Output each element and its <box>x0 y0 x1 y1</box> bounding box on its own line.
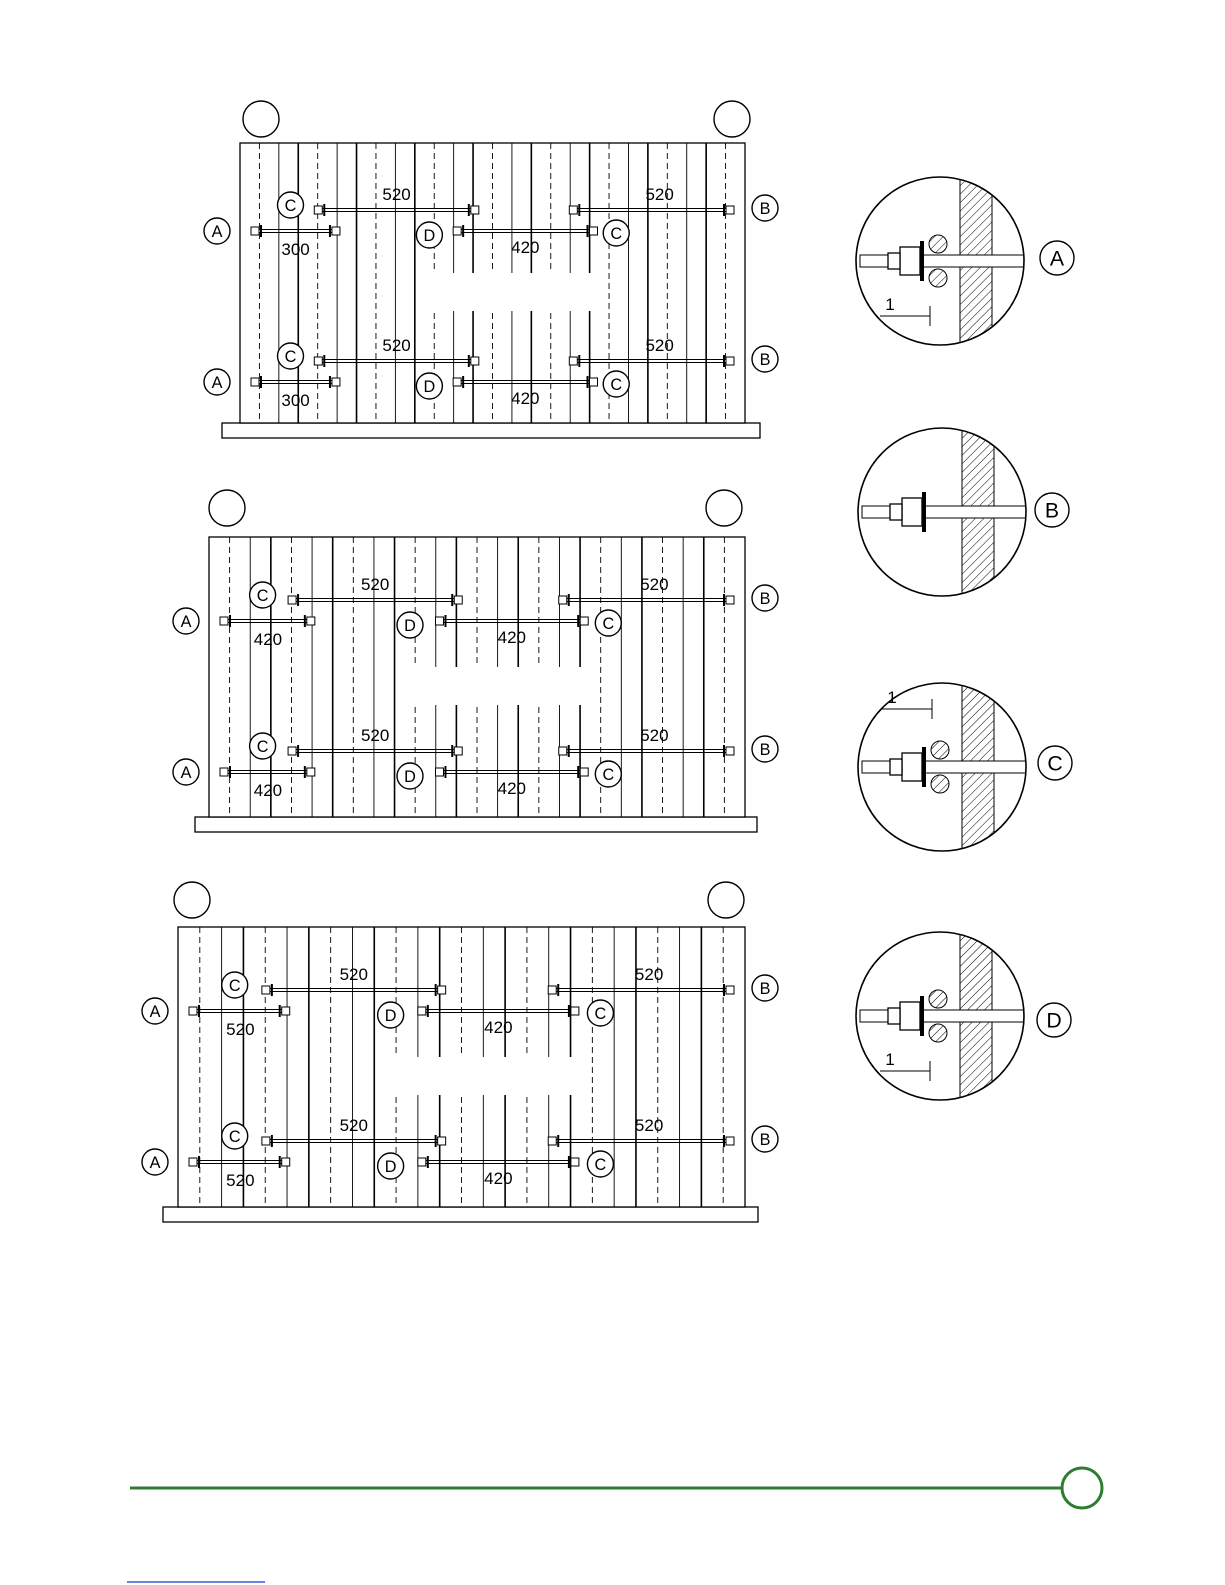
dimension-label: 520 <box>382 185 411 204</box>
rod-nut <box>332 227 340 235</box>
detail-callout-b-text: B <box>759 589 771 608</box>
detail-callout-a-text: A <box>149 1153 161 1172</box>
formwork-elevation-2 <box>173 490 778 832</box>
detail-callout-c-text: C <box>594 1155 607 1174</box>
detail-label <box>1040 241 1074 275</box>
detail-callout-a <box>204 369 230 395</box>
nut <box>902 753 922 781</box>
detail-callout-c-text: C <box>228 976 241 995</box>
reference-circle <box>714 101 750 137</box>
bolt-end <box>888 253 900 269</box>
detail-callout-d <box>416 373 442 399</box>
rod-nut <box>282 1007 290 1015</box>
detail-callout-c-text: C <box>256 737 269 756</box>
dimension-label: 520 <box>634 1116 664 1135</box>
detail-callout-d-text: D <box>404 767 416 786</box>
nut <box>900 1002 920 1030</box>
dimension-label: 300 <box>281 240 310 259</box>
rod-nut <box>726 1137 734 1145</box>
detail-callout-d <box>416 222 442 248</box>
detail-callout-b <box>752 1126 778 1152</box>
rod-nut <box>548 1137 556 1145</box>
bolt-end <box>890 504 902 520</box>
nut <box>902 498 922 526</box>
rod-nut <box>726 206 734 214</box>
dimension-label: 520 <box>645 336 674 355</box>
detail-callout-c <box>222 1123 248 1149</box>
rod-nut <box>220 768 228 776</box>
rod-nut <box>559 747 567 755</box>
rod-nut <box>590 378 598 386</box>
dimension-label: 520 <box>226 1171 255 1190</box>
detail-callout-c <box>603 220 629 246</box>
rod-nut <box>726 596 734 604</box>
rod-nut <box>580 768 588 776</box>
rod-nut <box>251 378 259 386</box>
rod-nut <box>282 1158 290 1166</box>
clamp-wire <box>929 990 947 1008</box>
gap-dimension: 1 <box>885 295 895 314</box>
rod-nut <box>569 357 577 365</box>
reference-circle <box>708 882 744 918</box>
detail-label-text: B <box>1044 498 1060 523</box>
clamp-wire <box>931 741 949 759</box>
detail-callout-a <box>173 759 199 785</box>
dimension-label: 520 <box>640 575 669 594</box>
detail-callout-c-text: C <box>602 765 615 784</box>
dimension-label: 520 <box>634 965 664 984</box>
reference-circle <box>174 882 210 918</box>
clamp-wire <box>929 235 947 253</box>
rod-nut <box>189 1158 197 1166</box>
base-slab <box>163 1207 758 1222</box>
rod-nut <box>454 596 462 604</box>
rod-nut <box>189 1007 197 1015</box>
detail-callout-c-text: C <box>284 196 297 215</box>
detail-callout-c <box>595 610 621 636</box>
detail-callout-d <box>397 763 423 789</box>
dimension-label: 420 <box>497 779 527 798</box>
detail-label-text: D <box>1046 1008 1062 1033</box>
gap-dimension: 1 <box>887 688 897 707</box>
nut <box>900 247 920 275</box>
detail-callout-c <box>222 972 248 998</box>
bolt-end <box>888 1008 900 1024</box>
rod-nut <box>571 1158 579 1166</box>
tie-rod-section <box>862 506 1032 518</box>
page-number-badge <box>1062 1468 1102 1508</box>
bolt-end <box>890 759 902 775</box>
detail-callout-a-text: A <box>149 1002 161 1021</box>
detail-label <box>1038 746 1072 780</box>
dimension-label: 420 <box>484 1018 513 1037</box>
dimension-label: 520 <box>226 1020 255 1039</box>
detail-callout-a <box>173 608 199 634</box>
detail-callout-d <box>378 1002 404 1028</box>
rod-nut <box>262 986 270 994</box>
rod-nut <box>418 1007 426 1015</box>
detail-callout-a-text: A <box>211 222 223 241</box>
detail-callout-c-text: C <box>594 1004 607 1023</box>
rod-nut <box>262 1137 270 1145</box>
detail-callout-a <box>142 1149 168 1175</box>
detail-callout-d-text: D <box>423 226 436 245</box>
rod-nut <box>559 596 567 604</box>
rod-nut <box>435 617 443 625</box>
rod-nut <box>726 357 734 365</box>
dimension-label: 420 <box>484 1169 513 1188</box>
dimension-label: 300 <box>281 391 310 410</box>
detail-callout-a-text: A <box>180 763 192 782</box>
detail-callout-b <box>752 585 778 611</box>
rod-nut <box>288 596 296 604</box>
detail-callout-c <box>595 761 621 787</box>
detail-callout-c-text: C <box>610 224 623 243</box>
rod-nut <box>471 206 479 214</box>
rod-nut <box>435 768 443 776</box>
dimension-label: 420 <box>253 781 283 800</box>
detail-callout-b-text: B <box>759 979 771 998</box>
dimension-label: 420 <box>511 389 540 408</box>
reference-circle <box>706 490 742 526</box>
rod-nut <box>454 747 462 755</box>
detail-d <box>856 926 1071 1106</box>
detail-b <box>858 422 1069 602</box>
detail-callout-b <box>752 736 778 762</box>
reference-circle <box>243 101 279 137</box>
rod-nut <box>332 378 340 386</box>
detail-callout-c <box>587 1151 613 1177</box>
opening <box>413 667 585 705</box>
tie-rod-section <box>860 255 1030 267</box>
detail-callout-b-text: B <box>759 740 771 759</box>
rod-nut <box>251 227 259 235</box>
detail-callout-c <box>250 582 276 608</box>
detail-callout-c-text: C <box>284 347 297 366</box>
dimension-label: 420 <box>253 630 283 649</box>
rod-nut <box>548 986 556 994</box>
detail-callout-d <box>397 612 423 638</box>
rod-nut <box>418 1158 426 1166</box>
formwork-elevation-3 <box>142 882 778 1222</box>
detail-callout-c <box>250 733 276 759</box>
detail-label <box>1035 493 1069 527</box>
detail-callout-c-text: C <box>256 586 269 605</box>
detail-callout-d <box>378 1153 404 1179</box>
detail-callout-c <box>278 192 304 218</box>
dimension-label: 420 <box>497 628 527 647</box>
rod-nut <box>438 986 446 994</box>
opening <box>432 273 594 311</box>
rod-nut <box>220 617 228 625</box>
rod-nut <box>307 768 315 776</box>
dimension-label: 520 <box>339 965 368 984</box>
rod-nut <box>726 747 734 755</box>
rod-nut <box>590 227 598 235</box>
detail-callout-a <box>142 998 168 1024</box>
rod-nut <box>288 747 296 755</box>
base-slab <box>222 423 760 438</box>
rod-nut <box>580 617 588 625</box>
reference-circle <box>209 490 245 526</box>
tie-rod-section <box>860 1010 1030 1022</box>
dimension-label: 520 <box>640 726 669 745</box>
detail-callout-b <box>752 346 778 372</box>
rod-nut <box>307 617 315 625</box>
detail-label <box>1037 1003 1071 1037</box>
detail-callout-b-text: B <box>759 1130 771 1149</box>
rod-nut <box>314 206 322 214</box>
dimension-label: 420 <box>511 238 540 257</box>
detail-callout-d-text: D <box>423 377 436 396</box>
rod-nut <box>314 357 322 365</box>
detail-callout-d-text: D <box>384 1006 397 1025</box>
dimension-label: 520 <box>382 336 411 355</box>
detail-callout-b-text: B <box>759 350 771 369</box>
gap-dimension: 1 <box>885 1050 895 1069</box>
detail-callout-c-text: C <box>610 375 623 394</box>
detail-callout-b <box>752 975 778 1001</box>
detail-label-text: C <box>1047 751 1063 776</box>
clamp-wire <box>929 269 947 287</box>
detail-callout-b <box>752 195 778 221</box>
rod-nut <box>726 986 734 994</box>
detail-label-text: A <box>1049 246 1065 271</box>
rod-nut <box>571 1007 579 1015</box>
clamp-wire <box>929 1024 947 1042</box>
detail-callout-d-text: D <box>384 1157 397 1176</box>
detail-callout-a-text: A <box>180 612 192 631</box>
detail-callout-a <box>204 218 230 244</box>
rod-nut <box>438 1137 446 1145</box>
rod-nut <box>569 206 577 214</box>
detail-callout-b-text: B <box>759 199 771 218</box>
dimension-label: 520 <box>360 575 390 594</box>
detail-callout-c <box>603 371 629 397</box>
detail-callout-c-text: C <box>602 614 615 633</box>
dimension-label: 520 <box>360 726 390 745</box>
detail-callout-a-text: A <box>211 373 223 392</box>
clamp-wire <box>931 775 949 793</box>
rod-nut <box>453 227 461 235</box>
dimension-label: 520 <box>645 185 674 204</box>
detail-callout-d-text: D <box>404 616 416 635</box>
base-slab <box>195 817 757 832</box>
detail-a <box>856 171 1074 351</box>
formwork-elevation-1 <box>204 101 778 438</box>
rod-nut <box>453 378 461 386</box>
detail-callout-c <box>587 1000 613 1026</box>
rod-nut <box>471 357 479 365</box>
tie-rod-section <box>862 761 1032 773</box>
detail-callout-c-text: C <box>228 1127 241 1146</box>
dimension-label: 520 <box>339 1116 368 1135</box>
detail-callout-c <box>278 343 304 369</box>
opening <box>393 1057 574 1095</box>
detail-c <box>858 677 1072 857</box>
